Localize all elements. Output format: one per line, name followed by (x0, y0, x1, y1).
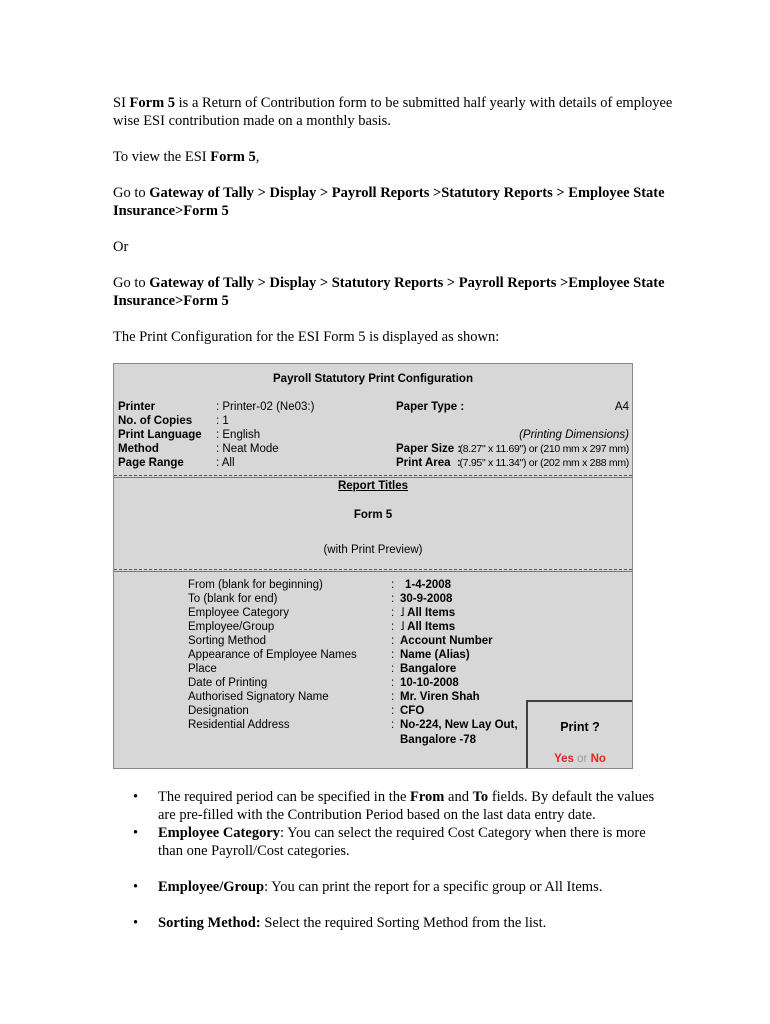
paper-size-value: (8.27" x 11.69") or (210 mm x 297 mm) (459, 443, 629, 455)
designation-label: Designation (188, 705, 249, 717)
divider (114, 475, 632, 476)
address-label: Residential Address (188, 719, 290, 731)
printer-value[interactable]: : Printer-02 (Ne03:) (216, 401, 315, 413)
list-item: • Sorting Method: Select the required Sorting Method from the list. (133, 915, 547, 931)
from-value[interactable]: 1-4-2008 (405, 579, 452, 591)
navigation-path-1: Go to Gateway of Tally > Display > Payroll Reports >Statutory Reports > Employee State Insurance>Form 5 (113, 185, 665, 219)
place-value[interactable]: Bangalore (400, 663, 457, 675)
employee-group-value[interactable]: ˩ All Items (400, 621, 456, 633)
name-appearance-label: Appearance of Employee Names (188, 649, 357, 661)
from-label: From (blank for beginning) (188, 579, 323, 591)
date-of-printing-value[interactable]: 10-10-2008 (400, 677, 459, 689)
employee-category-value[interactable]: ˩ All Items (400, 607, 456, 619)
view-instruction: To view the ESI Form 5, (113, 149, 260, 165)
list-item: • Employee Category: You can select the required Cost Category when there is more than one Payroll/Cost categories. (133, 825, 646, 859)
colon: : (391, 579, 395, 591)
paper-type-value[interactable]: A4 (614, 401, 629, 413)
copies-value[interactable]: : 1 (216, 415, 229, 427)
or-text: or (577, 753, 588, 765)
language-value[interactable]: : English (216, 429, 261, 441)
print-preview-note: (with Print Preview) (323, 544, 423, 556)
navigation-path-2: Go to Gateway of Tally > Display > Statutory Reports > Payroll Reports >Employee State Insurance>Form 5 (113, 275, 665, 309)
colon: : (391, 649, 395, 661)
colon: : (391, 691, 395, 703)
bullet-icon: • (133, 915, 139, 931)
bullet-icon: • (133, 789, 139, 805)
colon: : (391, 635, 395, 647)
yes-button[interactable]: Yes (554, 753, 574, 765)
divider (114, 477, 632, 478)
page-range-label: Page Range (118, 457, 184, 469)
print-confirm-dialog (526, 700, 632, 768)
print-options (528, 753, 632, 765)
sorting-method-label: Sorting Method (188, 635, 266, 647)
colon: : (391, 705, 395, 717)
paper-size-label: Paper Size : (396, 443, 462, 455)
to-value[interactable]: 30-9-2008 (400, 593, 453, 605)
employee-group-label: Employee/Group (188, 621, 275, 633)
print-question: Print ? (560, 720, 600, 734)
intro-paragraph: SI Form 5 is a Return of Contribution form to be submitted half yearly with details of employee wise ESI contribution made on a monthly basis. (113, 95, 673, 129)
employee-category-label: Employee Category (188, 607, 289, 619)
name-appearance-value[interactable]: Name (Alias) (400, 649, 470, 661)
config-caption: The Print Configuration for the ESI Form 5 is displayed as shown: (113, 329, 500, 345)
sorting-method-value[interactable]: Account Number (400, 635, 493, 647)
designation-value[interactable]: CFO (400, 705, 425, 717)
colon: : (391, 719, 395, 731)
print-configuration-screenshot (113, 363, 633, 769)
or-separator: Or (113, 239, 129, 255)
bullet-list (113, 788, 673, 932)
to-label: To (blank for end) (188, 593, 278, 605)
address-value-line2[interactable]: Bangalore -78 (400, 734, 477, 746)
config-title: Payroll Statutory Print Configuration (273, 373, 473, 385)
date-of-printing-label: Date of Printing (188, 677, 268, 689)
copies-label: No. of Copies (118, 415, 193, 427)
colon: : (391, 621, 395, 633)
method-label: Method (118, 443, 159, 455)
form-title[interactable]: Form 5 (353, 509, 393, 521)
report-titles-heading: Report Titles (337, 480, 409, 492)
printing-dimensions: (Printing Dimensions) (519, 429, 629, 441)
place-label: Place (188, 663, 217, 675)
signatory-value[interactable]: Mr. Viren Shah (400, 691, 480, 703)
print-area-label: Print Area : (396, 457, 461, 469)
method-value[interactable]: : Neat Mode (216, 443, 279, 455)
page-range-value[interactable]: : All (216, 457, 235, 469)
colon: : (391, 677, 395, 689)
no-button[interactable]: No (590, 753, 606, 765)
list-item: • Employee/Group: You can print the report for a specific group or All Items. (133, 879, 603, 895)
divider (114, 571, 632, 572)
print-area-value: (7.95" x 11.34") or (202 mm x 288 mm) (459, 457, 629, 469)
bullet-icon: • (133, 825, 139, 841)
language-label: Print Language (118, 429, 202, 441)
paper-type-label: Paper Type : (396, 401, 465, 413)
divider (114, 569, 632, 570)
colon: : (391, 593, 395, 605)
address-value[interactable]: No-224, New Lay Out, (400, 719, 518, 731)
bullet-icon: • (133, 879, 139, 895)
colon: : (391, 607, 395, 619)
printer-label: Printer (118, 401, 156, 413)
signatory-label: Authorised Signatory Name (188, 691, 329, 703)
list-item: • The required period can be specified in the From and To fields. By default the values are pre-filled with the Contribution Period based on the last data entry date. (133, 789, 655, 823)
colon: : (391, 663, 395, 675)
